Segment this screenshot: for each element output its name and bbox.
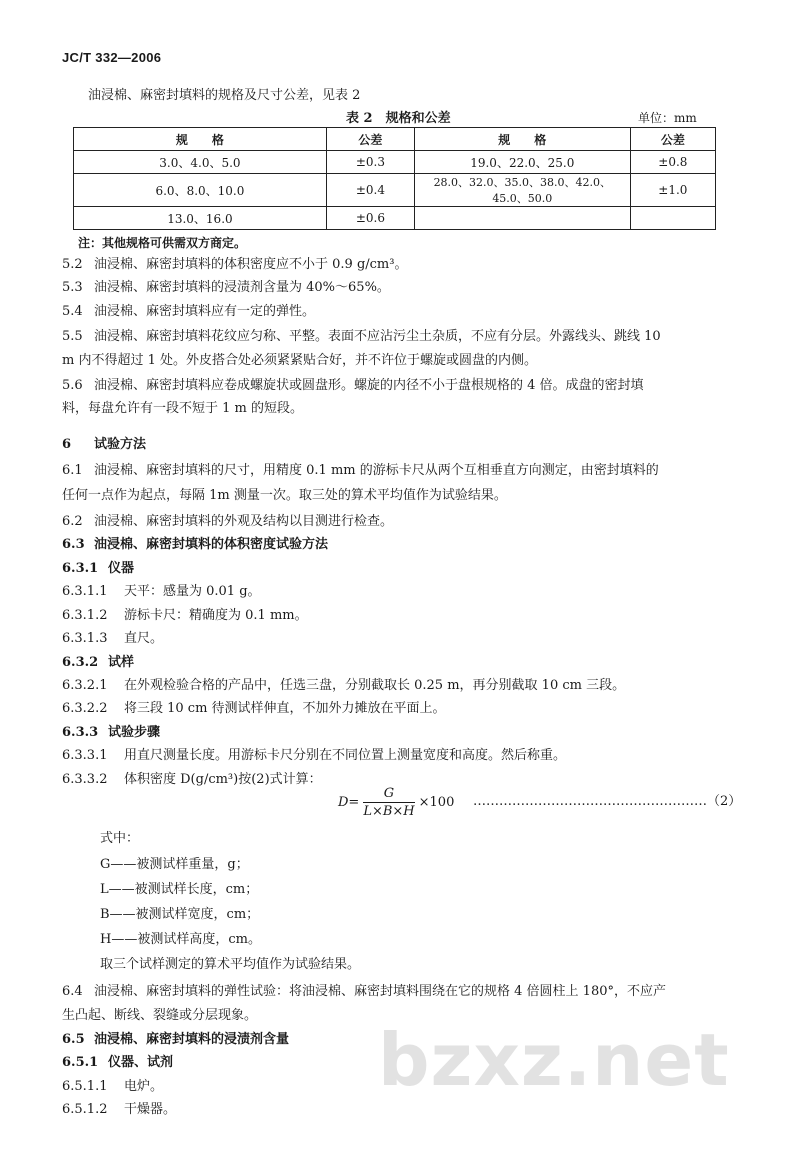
clause-line [62,253,407,272]
intro-text: 油浸棉、麻密封填料的规格及尺寸公差，见表 2 [88,88,361,103]
formula-label: ………………………………………………（2） [473,794,742,809]
watermark: bzxz.net [378,1018,730,1102]
clause-line [62,349,537,368]
formula [338,786,454,819]
clause-number: 6.5 [62,1032,85,1047]
clause-number: 6.3.1.2 [62,608,108,623]
clause-line [62,697,446,716]
clause-text: 油浸棉、麻密封填料花纹应匀称、平整。表面不应沾污尘土杂质，不应有分层。外露线头、跳线 10 [94,329,661,344]
clause-text: 游标卡尺：精确度为 0.1 mm。 [124,608,308,623]
clause-text: 用直尺测量长度。用游标卡尺分别在不同位置上测量宽度和高度。然后称重。 [124,748,567,763]
table-caption: 表 2 规格和公差 [346,111,451,126]
clause-line [62,433,146,452]
where-title: 式中： [100,831,140,846]
clause-line [62,580,261,599]
clause-line [62,484,507,503]
clause-number: 6.4 [62,984,83,999]
clause-text: 电炉。 [124,1079,164,1094]
clause-line [62,1075,163,1094]
formula-denominator: L×B×H [363,804,415,819]
header-cell: 规 格 [414,128,630,151]
clause-line [62,1098,176,1117]
clause-line [62,510,393,529]
table-cell: ±1.0 [630,174,715,207]
clause-text: 油浸棉、麻密封填料的外观及结构以目测进行检查。 [94,514,394,529]
where-conclusion: 取三个试样测定的算术平均值作为试验结果。 [100,957,361,972]
clause-number: 6.3.3 [62,725,99,740]
clause-number: 6.3 [62,537,85,552]
clause-text: 直尺。 [124,631,164,646]
table-note: 注：其他规格可供需双方商定。 [78,236,247,250]
where-item: L——被测试样长度，cm； [100,882,259,897]
header-cell: 公差 [326,128,414,151]
clause-text: 仪器、试剂 [108,1055,174,1070]
clause-number: 6.3.3.1 [62,748,108,763]
clause-text: 干燥器。 [124,1102,177,1117]
table-row [74,174,716,207]
clause-text: 仪器 [108,561,135,576]
table-cell: ±0.4 [326,174,414,207]
table-cell: ±0.3 [326,151,414,174]
clause-text: 体积密度 D(g/cm³)按(2)式计算： [124,772,322,787]
clause-number: 6.3.1 [62,561,99,576]
clause-line [62,325,661,344]
formula-lhs: D= [338,795,360,810]
clause-text: 料，每盘允许有一段不短于 1 m 的短段。 [62,401,303,416]
table-cell: 6.0、8.0、10.0 [74,174,327,207]
clause-number: 5.2 [62,257,83,272]
table-unit: 单位：mm [638,111,697,125]
table-row [74,207,716,230]
formula-fraction [363,786,414,819]
clause-text: 在外观检验合格的产品中，任选三盘，分别截取长 0.25 m，再分别截取 10 cm 三段。 [124,678,626,693]
where-item: B——被测试样宽度，cm； [100,907,260,922]
clause-line [62,721,160,740]
clause-number: 5.3 [62,280,83,295]
clause-text: m 内不得超过 1 处。外皮搭合处必须紧紧贴合好，并不许位于螺旋或圆盘的内侧。 [62,353,537,368]
table-row [74,151,716,174]
clause-line [62,627,163,646]
clause-text: 生凸起、断线、裂缝或分层现象。 [62,1008,258,1023]
clause-line [62,374,644,393]
table-header-row [74,128,716,151]
table-cell: ±0.8 [630,151,715,174]
clause-number: 6.5.1.1 [62,1079,108,1094]
clause-number: 6 [62,437,72,452]
clause-text: 油浸棉、麻密封填料的尺寸，用精度 0.1 mm 的游标卡尺从两个互相垂直方向测定，由密封填料的 [94,463,659,478]
header-cell: 规 格 [74,128,327,151]
where-item: G——被测试样重量，g； [100,857,249,872]
clause-line [62,674,625,693]
clause-line [62,1004,257,1023]
clause-text: 任何一点作为起点，每隔 1m 测量一次。取三处的算术平均值作为试验结果。 [62,488,507,503]
clause-line [62,459,659,478]
table-cell [630,207,715,230]
clause-line [62,397,303,416]
header-cell: 公差 [630,128,715,151]
clause-line [62,604,308,623]
formula-rhs: ×100 [418,795,455,810]
table-cell: 3.0、4.0、5.0 [74,151,327,174]
clause-text: 天平：感量为 0.01 g。 [124,584,261,599]
table-cell: 28.0、32.0、35.0、38.0、42.0、45.0、50.0 [414,174,630,207]
spec-table [73,127,716,230]
clause-line [62,1028,289,1047]
where-item: H——被测试样高度，cm。 [100,932,261,947]
table-cell [414,207,630,230]
table-cell: 19.0、22.0、25.0 [414,151,630,174]
clause-line [62,557,134,576]
clause-line [62,980,666,999]
clause-text: 油浸棉、麻密封填料的浸渍剂含量为 40%～65%。 [94,280,390,295]
clause-number: 6.3.1.1 [62,584,108,599]
clause-number: 6.3.2 [62,655,99,670]
clause-number: 6.3.2.1 [62,678,108,693]
clause-number: 6.1 [62,463,83,478]
formula-numerator: G [363,786,414,803]
clause-number: 6.5.1 [62,1055,99,1070]
clause-number: 6.3.2.2 [62,701,108,716]
clause-text: 油浸棉、麻密封填料的浸渍剂含量 [94,1032,290,1047]
clause-number: 5.5 [62,329,83,344]
clause-text: 油浸棉、麻密封填料应卷成螺旋状或圆盘形。螺旋的内径不小于盘根规格的 4 倍。成盘的密封填 [94,378,644,393]
clause-line [62,768,322,787]
table-cell: ±0.6 [326,207,414,230]
clause-line [62,276,390,295]
clause-number: 6.3.3.2 [62,772,108,787]
clause-line [62,300,315,319]
clause-number: 6.5.1.2 [62,1102,108,1117]
clause-text: 油浸棉、麻密封填料应有一定的弹性。 [94,304,316,319]
clause-line [62,1051,173,1070]
clause-text: 试验步骤 [108,725,161,740]
clause-number: 6.3.1.3 [62,631,108,646]
clause-number: 6.2 [62,514,83,529]
clause-text: 试验方法 [94,437,147,452]
standard-code: JC/T 332—2006 [62,50,162,65]
clause-text: 试样 [108,655,135,670]
clause-text: 将三段 10 cm 待测试样伸直，不加外力摊放在平面上。 [124,701,446,716]
table-cell: 13.0、16.0 [74,207,327,230]
clause-text: 油浸棉、麻密封填料的体积密度应不小于 0.9 g/cm³。 [94,257,408,272]
clause-line [62,744,566,763]
clause-line [62,651,134,670]
clause-text: 油浸棉、麻密封填料的弹性试验：将油浸棉、麻密封填料围绕在它的规格 4 倍圆柱上 180°，不应产 [94,984,666,999]
clause-line [62,533,328,552]
clause-text: 油浸棉、麻密封填料的体积密度试验方法 [94,537,329,552]
clause-number: 5.6 [62,378,83,393]
clause-number: 5.4 [62,304,83,319]
